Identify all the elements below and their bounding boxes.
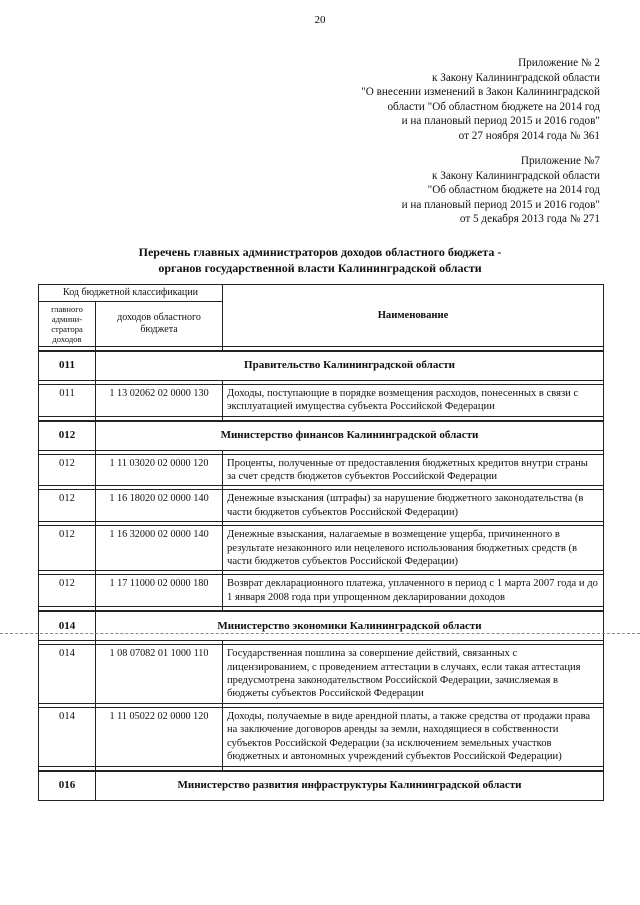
annex-7-line: к Закону Калининградской области bbox=[432, 169, 600, 182]
ministry-row bbox=[39, 351, 604, 381]
admin-code: 012 bbox=[39, 575, 96, 607]
annex-7-line: Приложение №7 bbox=[520, 155, 600, 167]
table-row bbox=[39, 384, 604, 416]
income-name: Государственная пошлина за совершение действий, связанных с лицензированием, с проведением аттестации в случаях, если такая аттестация предусмотрена законодательством Российской Федерации, зачисляемая в бюджеты субъектов Российской Федерации bbox=[223, 645, 604, 704]
page-number: 20 bbox=[314, 14, 326, 26]
annex-2-line: и на плановый период 2015 и 2016 годов" bbox=[401, 115, 600, 128]
admin-code: 011 bbox=[39, 384, 96, 416]
table-row bbox=[39, 575, 604, 607]
table-row bbox=[39, 645, 604, 704]
table-header-row bbox=[39, 285, 604, 302]
annex-7-line: и на плановый период 2015 и 2016 годов" bbox=[401, 198, 600, 211]
title-line-1: Перечень главных администраторов доходов областного бюджета - bbox=[138, 245, 502, 259]
annex-7-header bbox=[402, 154, 600, 227]
ministry-code: 011 bbox=[39, 351, 96, 381]
ministry-code: 014 bbox=[39, 611, 96, 641]
header-name: Наименование bbox=[223, 285, 604, 347]
income-name: Доходы, получаемые в виде арендной платы, а также средства от продажи права на заключение договоров аренды за земли, находящиеся в собственности субъектов Российской Федерации (за исключением земельных участков бюджетных и автономных учреждений субъектов Российской Федерации) bbox=[223, 707, 604, 766]
table-row bbox=[39, 490, 604, 522]
header-income: доходов областного бюджета bbox=[96, 301, 223, 346]
annex-2-line: к Закону Калининградской области bbox=[432, 71, 600, 84]
table-row bbox=[39, 526, 604, 571]
income-name: Возврат декларационного платежа, уплаченного в период с 1 марта 2007 года и до 1 января 2008 года при упрощенном декларировании доходов bbox=[223, 575, 604, 607]
kbk-code: 1 11 03020 02 0000 120 bbox=[96, 454, 223, 486]
administrators-table bbox=[38, 284, 604, 801]
admin-code: 014 bbox=[39, 707, 96, 766]
admin-code: 012 bbox=[39, 454, 96, 486]
income-name: Денежные взыскания (штрафы) за нарушение бюджетного законодательства (в части бюджетов субъектов Российской Федерации) bbox=[223, 490, 604, 522]
ministry-name: Министерство экономики Калининградской области bbox=[96, 611, 604, 641]
header-admin: главного админи-стратора доходов bbox=[39, 301, 96, 346]
annex-7-line: от 5 декабря 2013 года № 271 bbox=[459, 213, 600, 226]
ministry-row bbox=[39, 611, 604, 641]
kbk-code: 1 17 11000 02 0000 180 bbox=[96, 575, 223, 607]
scan-fold-line bbox=[0, 633, 640, 634]
table-row bbox=[39, 454, 604, 486]
annex-2-line: Приложение № 2 bbox=[518, 57, 600, 69]
income-name: Денежные взыскания, налагаемые в возмещение ущерба, причиненного в результате незаконного или нецелевого использования бюджетных средств (в части бюджетов субъектов Российской Федерации) bbox=[223, 526, 604, 571]
kbk-code: 1 11 05022 02 0000 120 bbox=[96, 707, 223, 766]
admin-code: 012 bbox=[39, 526, 96, 571]
document-title bbox=[0, 244, 640, 276]
annex-2-line: от 27 ноября 2014 года № 361 bbox=[458, 129, 600, 142]
income-name: Проценты, полученные от предоставления бюджетных кредитов внутри страны за счет средств бюджетов субъектов Российской Федерации bbox=[223, 454, 604, 486]
admin-code: 014 bbox=[39, 645, 96, 704]
kbk-code: 1 13 02062 02 0000 130 bbox=[96, 384, 223, 416]
annex-2-line: области "Об областном бюджете на 2014 год bbox=[387, 100, 600, 113]
ministry-name: Правительство Калининградской области bbox=[96, 351, 604, 381]
kbk-code: 1 08 07082 01 1000 110 bbox=[96, 645, 223, 704]
admin-code: 012 bbox=[39, 490, 96, 522]
kbk-code: 1 16 18020 02 0000 140 bbox=[96, 490, 223, 522]
ministry-name: Министерство развития инфраструктуры Калининградской области bbox=[96, 771, 604, 801]
annex-2-header bbox=[361, 56, 600, 144]
header-code-group: Код бюджетной классификации bbox=[39, 285, 223, 302]
kbk-code: 1 16 32000 02 0000 140 bbox=[96, 526, 223, 571]
annex-7-line: "Об областном бюджете на 2014 год bbox=[427, 184, 600, 197]
ministry-row bbox=[39, 421, 604, 451]
annex-2-line: "О внесении изменений в Закон Калининградской bbox=[361, 86, 600, 99]
ministry-code: 016 bbox=[39, 771, 96, 801]
ministry-row bbox=[39, 771, 604, 801]
ministry-code: 012 bbox=[39, 421, 96, 451]
ministry-name: Министерство финансов Калининградской области bbox=[96, 421, 604, 451]
income-name: Доходы, поступающие в порядке возмещения расходов, понесенных в связи с эксплуатацией имущества субъекта Российской Федерации bbox=[223, 384, 604, 416]
title-line-2: органов государственной власти Калининградской области bbox=[158, 261, 482, 275]
table-row bbox=[39, 707, 604, 766]
